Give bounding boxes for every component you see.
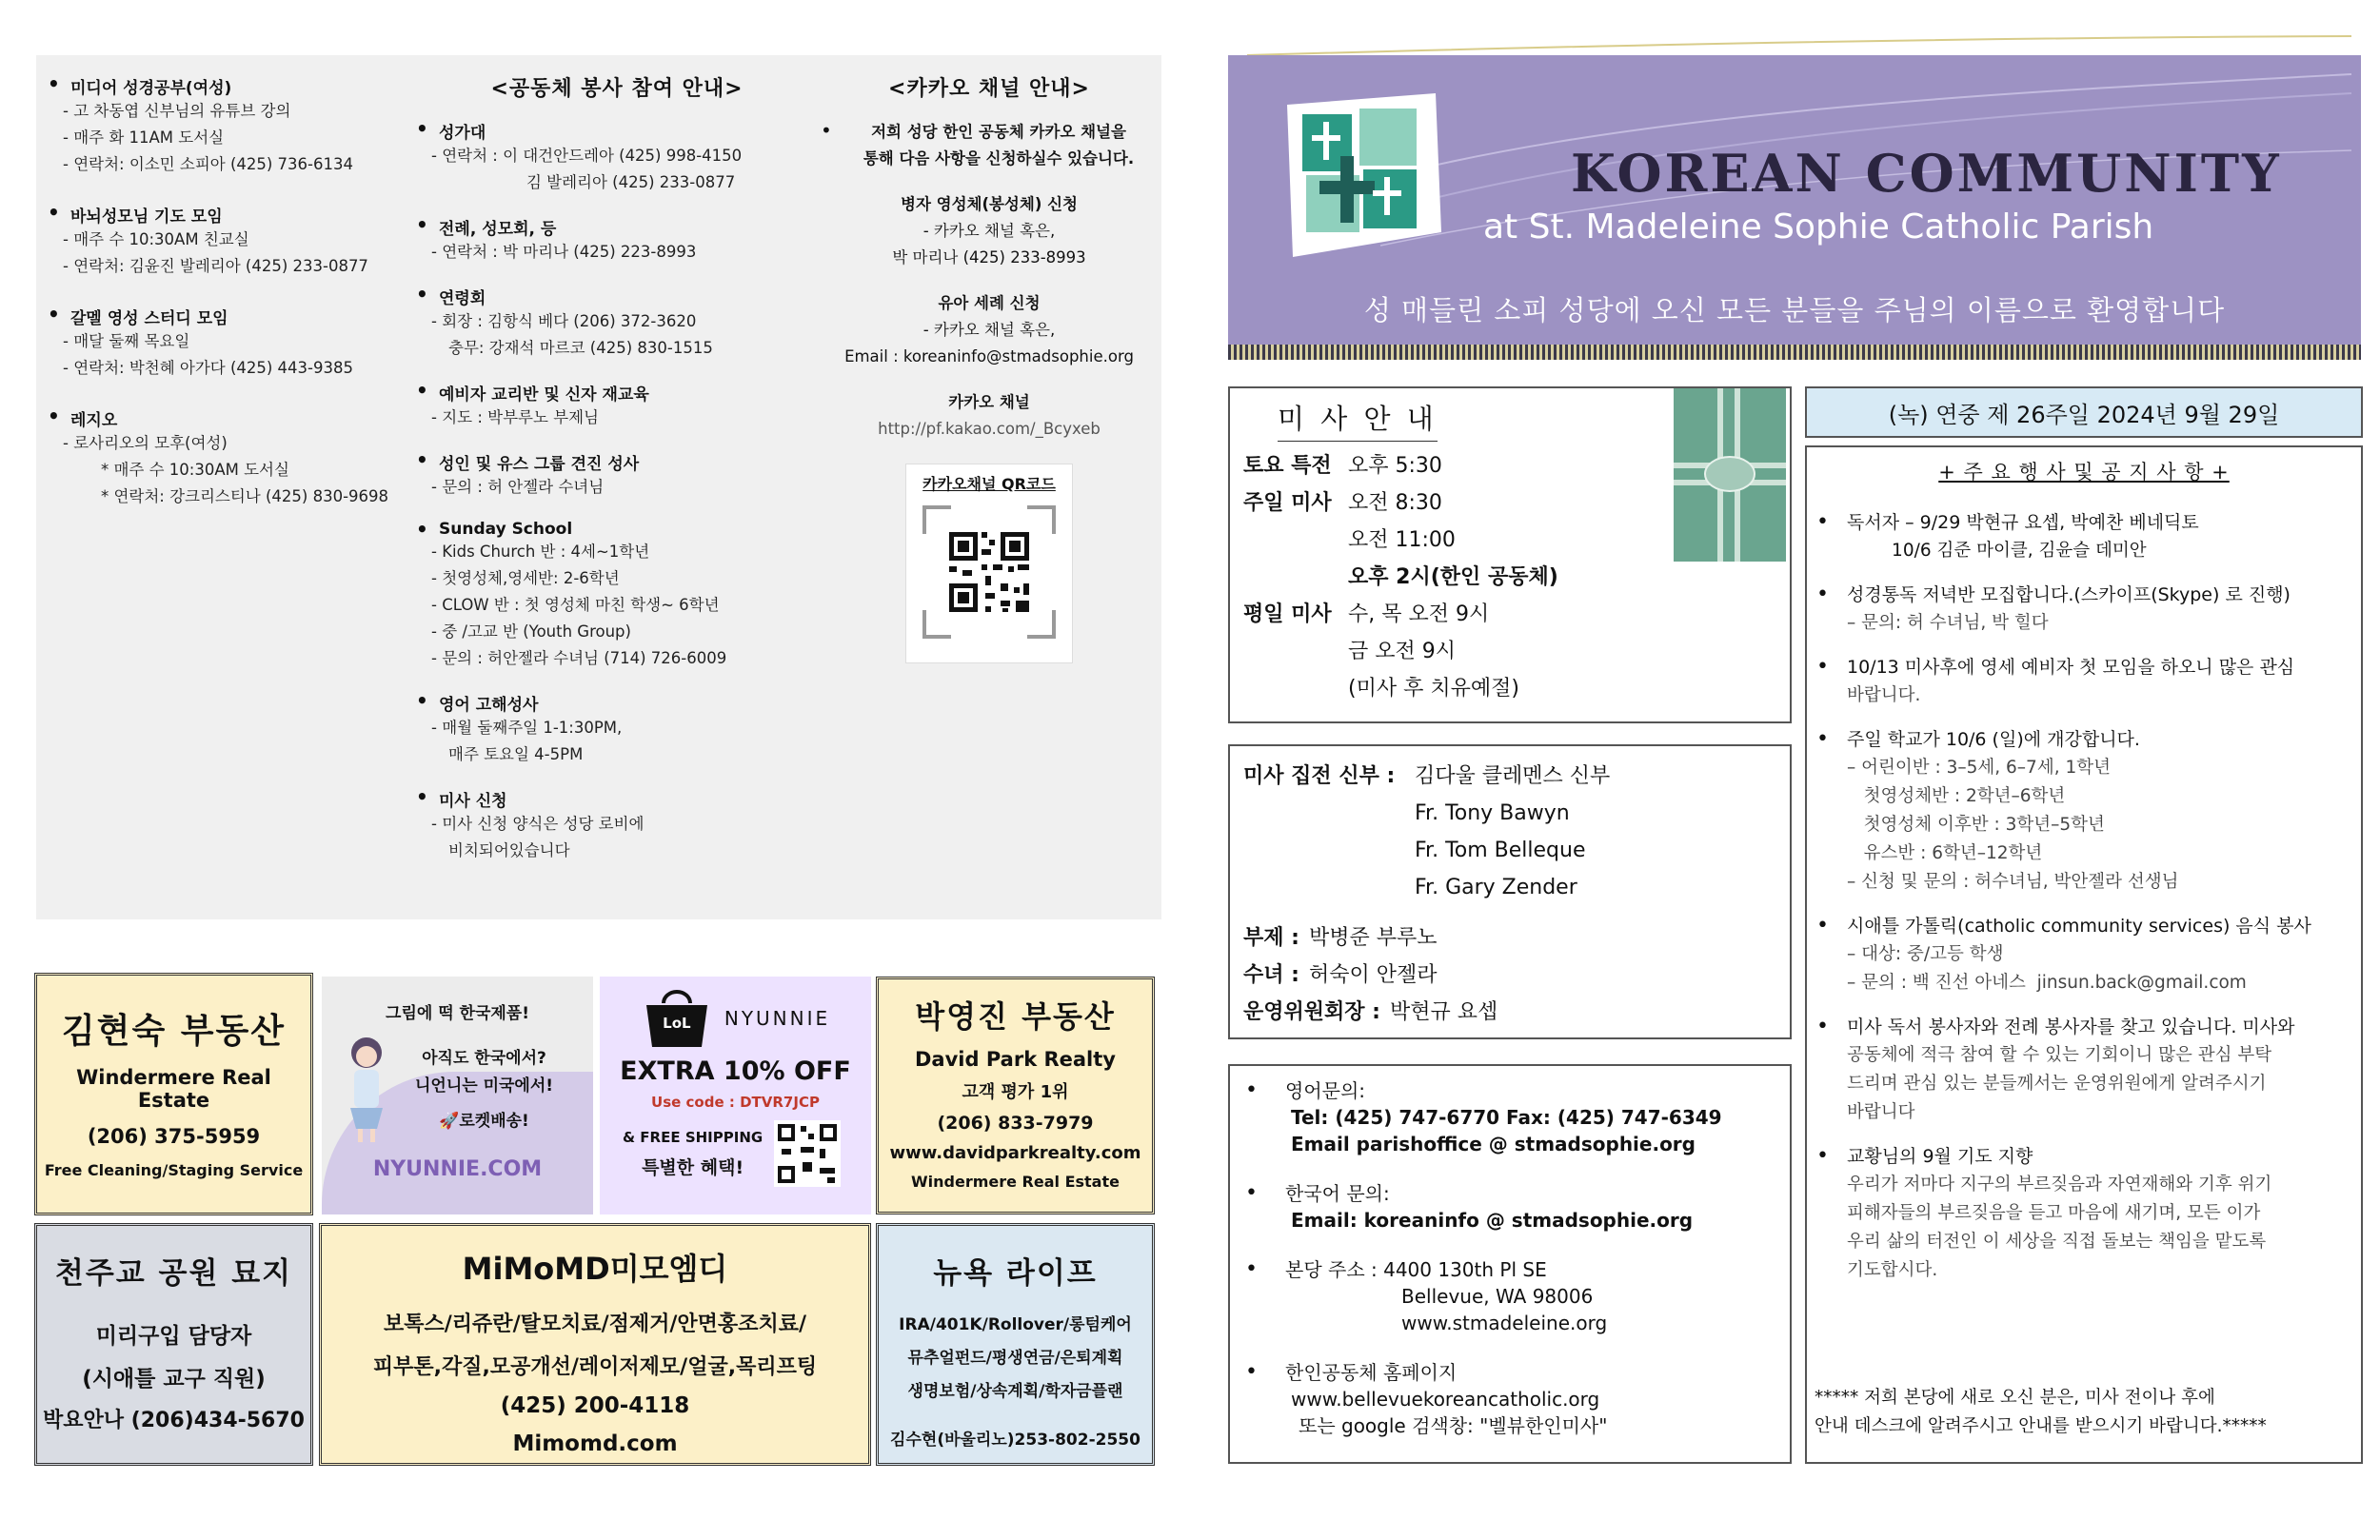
volunteer-detail: - 미사 신청 양식은 성당 로비에 xyxy=(431,815,645,833)
volunteer-title: • 예비자 교리반 및 신자 재교육 xyxy=(412,381,822,405)
notice-detail: 바랍니다. xyxy=(1847,685,1921,705)
notice-detail: 우리가 저마다 지구의 부르짖음과 자연재해와 기후 위기 xyxy=(1847,1175,2272,1194)
ad-nyunnie-1 xyxy=(322,977,593,1214)
ministry-detail: - 연락처: 박천혜 아가다 (425) 443-9385 xyxy=(63,359,353,377)
ministry-title: • 미디어 성경공부(여성) xyxy=(44,74,406,98)
notice-detail: – 대상: 중/고등 학생 xyxy=(1847,944,2004,964)
notice-item xyxy=(1807,912,2351,997)
mass-row xyxy=(1243,596,1790,633)
notice-list xyxy=(1807,508,2361,1285)
ministry-detail: - 매주 수 10:30AM 친교실 xyxy=(63,230,249,248)
banner-border-stripe xyxy=(1228,345,2361,360)
notice-detail: 유스반 : 6학년–12학년 xyxy=(1847,843,2043,863)
contact-detail: Tel: (425) 747-6770 Fax: (425) 747-6349 xyxy=(1291,1106,1722,1129)
ad-line: 미리구입 담당자 xyxy=(95,1324,252,1349)
ministry-list xyxy=(44,72,406,535)
priest-name: 김다울 클레멘스 신부 xyxy=(1415,764,1611,788)
ministry-detail: - 연락처: 김윤진 발레리아 (425) 233-0877 xyxy=(63,257,368,275)
ad-david-park-realty xyxy=(876,977,1155,1214)
contact-title: • 영어문의: xyxy=(1230,1077,1790,1104)
notice-detail: – 신청 및 문의 : 허수녀님, 박안젤라 선생님 xyxy=(1847,872,2179,892)
ad-phone: (206) 375-5959 xyxy=(87,1125,261,1148)
ministry-group xyxy=(44,203,406,280)
volunteer-detail: - 지도 : 박부루노 부제님 xyxy=(431,408,599,426)
ad-title: MiMoMD미모엠디 xyxy=(462,1251,728,1287)
notice-item xyxy=(1807,725,2351,897)
notices-title: + 주 요 행 사 및 공 지 사 항 + xyxy=(1938,461,2230,484)
welcome-message: 성 매들린 소피 성당에 오신 모든 분들을 주님의 이름으로 환영합니다 xyxy=(1363,294,2226,326)
priest-name: Fr. Tony Bawyn xyxy=(1415,801,1570,825)
notice-detail: 바랍니다 xyxy=(1847,1102,1915,1122)
ad-line: David Park Realty xyxy=(915,1048,1116,1071)
ministry-title: • 갈멜 영성 스터디 모임 xyxy=(44,305,406,328)
ad-kim-realestate xyxy=(34,973,313,1215)
volunteer-title: • Sunday School xyxy=(412,520,822,539)
ad-line: 🚀로켓배송! xyxy=(439,1112,529,1131)
notice-item xyxy=(1807,653,2351,710)
contact-detail: Email parishoffice @ stmadsophie.org xyxy=(1291,1133,1696,1155)
mass-time: 오후 5:30 xyxy=(1348,454,1442,478)
ad-code: Use code : DTVR7JCP xyxy=(651,1094,820,1111)
mass-label: 주일 미사 xyxy=(1243,491,1332,515)
notice-text: • 시애틀 가톨릭(catholic community services) 음식 봉사 xyxy=(1847,916,2311,937)
notice-detail: 드리며 관심 있는 분들께서는 운영위원에게 알려주시기 xyxy=(1847,1074,2267,1094)
kakao-block-line: Email : koreaninfo@stmadsophie.org xyxy=(844,347,1134,365)
staff-role: 운영위원회장 : xyxy=(1243,1000,1380,1024)
ad-phone: 박요안나 (206)434-5670 xyxy=(43,1409,305,1432)
volunteer-detail: 매주 토요일 4-5PM xyxy=(448,745,584,763)
notice-item xyxy=(1807,508,2351,565)
notice-detail: 피해자들의 부르짖음을 듣고 마음에 새기며, 모든 이가 xyxy=(1847,1203,2261,1223)
ad-new-york-life xyxy=(876,1223,1155,1466)
clergy-box xyxy=(1228,744,1792,1039)
ad-catholic-cemetery xyxy=(34,1223,313,1466)
contact-title: • 한인공동체 홈페이지 xyxy=(1230,1359,1790,1386)
volunteer-title: • 연령회 xyxy=(412,285,822,308)
notice-item xyxy=(1807,581,2351,638)
staff-row xyxy=(1243,919,1790,957)
notice-detail: 10/6 김준 마이클, 김윤슬 데미안 xyxy=(1847,541,2147,561)
ad-line: 보톡스/리쥬란/탈모치료/점제거/안면홍조치료/ xyxy=(384,1313,806,1336)
notice-detail: 기도합시다. xyxy=(1847,1260,1938,1280)
kakao-heading: <카카오 채널 안내> xyxy=(888,77,1090,101)
contact-group xyxy=(1230,1077,1790,1157)
contact-group xyxy=(1230,1180,1790,1234)
ad-website: www.davidparkrealty.com xyxy=(889,1143,1141,1163)
priest-name: Fr. Gary Zender xyxy=(1415,876,1577,899)
kakao-block-title: 병자 영성체(봉성체) 신청 xyxy=(901,195,1078,213)
ad-line: & FREE SHIPPING xyxy=(623,1128,764,1146)
ad-website: Mimomd.com xyxy=(512,1431,678,1456)
mass-time: 오전 8:30 xyxy=(1348,491,1442,515)
ad-line: (시애틀 교구 직원) xyxy=(82,1367,266,1392)
mass-schedule-box xyxy=(1228,386,1792,723)
volunteer-detail: - 문의 : 허 안젤라 수녀님 xyxy=(431,478,605,496)
ministry-group xyxy=(44,406,406,510)
volunteer-group xyxy=(412,520,822,672)
staff-row xyxy=(1243,957,1790,994)
mass-time: (미사 후 치유예절) xyxy=(1348,677,1519,701)
volunteer-detail: - 연락처 : 박 마리나 (425) 223-8993 xyxy=(431,243,697,261)
kakao-intro-line: 통해 다음 사항을 신청하실수 있습니다. xyxy=(863,149,1135,168)
mass-time: 오전 11:00 xyxy=(1348,528,1456,552)
notice-text: • 교황님의 9월 기도 지향 xyxy=(1847,1146,2033,1167)
ministry-detail: - 매주 화 11AM 도서실 xyxy=(63,128,225,147)
ad-phone: (425) 200-4118 xyxy=(500,1393,690,1418)
kakao-block-title: 카카오 채널 xyxy=(948,393,1030,411)
ad-line: 생명보험/상속계획/학자금플랜 xyxy=(907,1382,1123,1401)
volunteer-detail: - 첫영성체,영세반: 2-6학년 xyxy=(431,569,620,587)
volunteer-title: • 영어 고해성사 xyxy=(412,691,822,715)
notice-item xyxy=(1807,1142,2351,1285)
banner-subtitle: at St. Madeleine Sophie Catholic Parish xyxy=(1483,207,2154,247)
kakao-block-line: 박 마리나 (425) 233-8993 xyxy=(892,248,1086,267)
notice-text: • 미사 독서 봉사자와 전례 봉사자를 찾고 있습니다. 미사와 xyxy=(1847,1017,2295,1037)
ad-phone: (206) 833-7979 xyxy=(937,1113,1094,1134)
volunteer-detail: - 연락처 : 이 대건안드레아 (425) 998-4150 xyxy=(431,147,743,165)
priest-list xyxy=(1415,758,1610,906)
left-info-panel xyxy=(36,55,1161,919)
ad-line: 그림에 떡 한국제품! xyxy=(386,1004,529,1023)
kakao-block xyxy=(817,191,1161,271)
ad-mimomd xyxy=(319,1223,871,1466)
volunteer-heading: <공동체 봉사 참여 안내> xyxy=(490,77,744,101)
header-banner xyxy=(1228,55,2361,360)
ad-logo-text: LoL xyxy=(663,1015,691,1032)
contact-detail: Bellevue, WA 98006 xyxy=(1401,1285,1594,1308)
notices-box xyxy=(1805,445,2363,1464)
ad-line: 피부톤,각질,모공개선/레이저제모/얼굴,목리프팅 xyxy=(372,1355,818,1379)
banner-title: KOREAN COMMUNITY xyxy=(1571,143,2282,204)
volunteer-group xyxy=(412,450,822,501)
staff-name: 박현규 요셉 xyxy=(1389,1000,1498,1024)
volunteer-detail: - 회장 : 김항식 베다 (206) 372-3620 xyxy=(431,312,697,330)
contact-detail: www.stmadeleine.org xyxy=(1401,1312,1608,1334)
kakao-block-line: http://pf.kakao.com/_Bcyxeb xyxy=(878,420,1101,438)
mass-schedule-title: 미 사 안 내 xyxy=(1278,398,1438,442)
ad-line: Windermere Real Estate xyxy=(911,1173,1120,1191)
notices-footer xyxy=(1815,1384,2267,1441)
volunteer-detail: - CLOW 반 : 첫 영성체 마친 학생~ 6학년 xyxy=(431,596,720,614)
ad-line: Free Cleaning/Staging Service xyxy=(44,1161,304,1179)
kakao-intro xyxy=(817,119,1161,172)
ad-nyunnie-2 xyxy=(600,977,871,1214)
bullet-icon: • xyxy=(821,119,832,142)
notice-detail: 첫영성체반 : 2학년–6학년 xyxy=(1847,786,2066,806)
qr-code-icon xyxy=(922,505,1056,639)
notice-text: • 성경통독 저녁반 모집합니다.(스카이프(Skype) 로 진행) xyxy=(1847,584,2291,605)
ministry-detail: * 매주 수 10:30AM 도서실 xyxy=(101,461,289,479)
volunteer-group xyxy=(412,119,822,196)
ad-line: 니언니는 미국에서! xyxy=(414,1076,554,1096)
ad-title: 김현숙 부동산 xyxy=(61,1012,287,1051)
mass-label xyxy=(1243,522,1348,559)
volunteer-list xyxy=(412,119,822,864)
parish-cross-logo-icon xyxy=(1283,89,1445,261)
volunteer-group xyxy=(412,285,822,362)
notice-detail: 공동체에 적극 참여 할 수 있는 기회이니 많은 관심 부탁 xyxy=(1847,1045,2272,1065)
ad-line: 고객 평가 1위 xyxy=(962,1082,1069,1102)
staff-name: 허숙이 안젤라 xyxy=(1308,963,1438,987)
staff-role: 부제 : xyxy=(1243,926,1299,950)
kakao-intro-line: 저희 성당 한인 공동체 카카오 채널을 xyxy=(871,123,1126,141)
kakao-block-line: - 카카오 채널 혹은, xyxy=(922,321,1056,339)
clergy-label: 미사 집전 신부 : xyxy=(1243,764,1396,788)
notice-text: • 독서자 – 9/29 박현규 요셉, 박예찬 베네딕토 xyxy=(1847,512,2199,533)
mass-time: 오후 2시(한인 공동체) xyxy=(1348,565,1558,589)
mass-label: 평일 미사 xyxy=(1243,602,1332,626)
ad-discount: EXTRA 10% OFF xyxy=(620,1056,851,1086)
mass-row xyxy=(1243,670,1790,707)
contact-detail: www.bellevuekoreancatholic.org xyxy=(1291,1388,1600,1411)
notice-text: • 주일 학교가 10/6 (일)에 개강합니다. xyxy=(1847,729,2140,750)
contact-detail: 또는 google 검색창: "벨뷰한인미사" xyxy=(1299,1414,1608,1437)
header-swoosh xyxy=(1228,29,2361,57)
kakao-block-line: - 카카오 채널 혹은, xyxy=(922,222,1056,240)
mass-label xyxy=(1243,670,1348,707)
ad-website: NYUNNIE.COM xyxy=(372,1157,543,1181)
contact-list xyxy=(1230,1077,1790,1439)
ad-line: 아직도 한국에서? xyxy=(422,1049,546,1068)
ministry-detail: * 연락처: 강크리스티나 (425) 830-9698 xyxy=(101,487,389,505)
kakao-block xyxy=(817,290,1161,370)
volunteer-title: • 전례, 성모회, 등 xyxy=(412,215,822,239)
qr-card xyxy=(905,464,1073,663)
mass-row xyxy=(1243,633,1790,670)
ad-line: 뮤추얼펀드/평생연금/은퇴계획 xyxy=(907,1349,1123,1368)
contact-group xyxy=(1230,1359,1790,1439)
mass-time: 금 오전 9시 xyxy=(1348,640,1456,663)
ministry-title: • 바뇌성모님 기도 모임 xyxy=(44,203,406,227)
kakao-content xyxy=(817,119,1161,443)
ad-line: 특별한 혜택! xyxy=(642,1156,744,1178)
ministry-title: • 레지오 xyxy=(44,406,406,430)
ministry-detail: - 고 차동엽 신부님의 유튜브 강의 xyxy=(63,102,291,120)
ad-title: 박영진 부동산 xyxy=(915,998,1116,1035)
priest-name: Fr. Tom Belleque xyxy=(1415,839,1586,862)
ministry-group xyxy=(44,305,406,382)
mass-row xyxy=(1243,559,1790,596)
mass-label: 토요 특전 xyxy=(1243,454,1332,478)
notice-detail: – 문의: 허 수녀님, 박 힐다 xyxy=(1847,613,2049,633)
volunteer-detail: - Kids Church 반 : 4세~1학년 xyxy=(431,543,650,561)
volunteer-group xyxy=(412,215,822,266)
footer-line: 안내 데스크에 알려주시고 안내를 받으시기 바랍니다.***** xyxy=(1815,1416,2267,1436)
ad-line: Windermere Real Estate xyxy=(76,1066,271,1112)
notice-text: • 10/13 미사후에 영세 예비자 첫 모임을 하오니 많은 관심 xyxy=(1847,657,2295,678)
volunteer-detail: 김 발레리아 (425) 233-0877 xyxy=(526,173,736,191)
contact-title: • 본당 주소 : 4400 130th Pl SE xyxy=(1230,1256,1790,1283)
kakao-section xyxy=(817,72,1161,663)
notice-detail: 첫영성체 이후반 : 3학년–5학년 xyxy=(1847,815,2105,835)
volunteer-group xyxy=(412,691,822,768)
contact-box xyxy=(1228,1064,1792,1464)
volunteer-detail: 충무: 강재석 마르코 (425) 830-1515 xyxy=(448,339,713,357)
volunteer-detail: 비치되어있습니다 xyxy=(448,841,570,859)
kakao-block-title: 유아 세례 신청 xyxy=(938,294,1041,312)
notice-detail: – 어린이반 : 3–5세, 6–7세, 1학년 xyxy=(1847,758,2111,778)
volunteer-title: • 미사 신청 xyxy=(412,787,822,811)
ad-brand: NYUNNIE xyxy=(724,1007,831,1030)
notice-detail: 우리 삶의 터전인 이 세상을 직접 돌보는 책임을 맡도록 xyxy=(1847,1232,2267,1252)
contact-detail: Email: koreaninfo @ stmadsophie.org xyxy=(1291,1209,1694,1232)
volunteer-detail: - 중 /고교 반 (Youth Group) xyxy=(431,622,631,641)
volunteer-detail: - 매월 둘째주일 1-1:30PM, xyxy=(431,719,623,737)
volunteer-title: • 성가대 xyxy=(412,119,822,143)
ministry-detail: - 연락처: 이소민 소피아 (425) 736-6134 xyxy=(63,155,353,173)
contact-title: • 한국어 문의: xyxy=(1230,1180,1790,1207)
shopping-bag-icon xyxy=(641,988,713,1049)
staff-row xyxy=(1243,994,1790,1031)
volunteer-detail: - 문의 : 허안젤라 수녀님 (714) 726-6009 xyxy=(431,649,727,667)
liturgical-date: (녹) 연중 제 26주일 2024년 9월 29일 xyxy=(1805,386,2363,438)
ministry-detail: - 매달 둘째 목요일 xyxy=(63,332,190,350)
volunteer-group xyxy=(412,381,822,431)
ministry-detail: - 로사리오의 모후(여성) xyxy=(63,434,228,452)
contact-group xyxy=(1230,1256,1790,1336)
notice-item xyxy=(1807,1013,2351,1127)
ministry-group xyxy=(44,74,406,178)
staff-role: 수녀 : xyxy=(1243,963,1299,987)
cross-ornament-icon xyxy=(1674,388,1786,562)
ad-title: 뉴욕 라이프 xyxy=(933,1256,1098,1291)
mass-time: 수, 목 오전 9시 xyxy=(1348,602,1490,626)
staff-name: 박병준 부루노 xyxy=(1308,926,1438,950)
ad-title: 천주교 공원 묘지 xyxy=(54,1256,293,1291)
kakao-block xyxy=(817,389,1161,443)
qr-code-icon xyxy=(774,1120,841,1187)
ad-line: IRA/401K/Rollover/롱텀케어 xyxy=(899,1315,1132,1334)
footer-line: ***** 저희 본당에 새로 오신 분은, 미사 전이나 후에 xyxy=(1815,1388,2215,1408)
staff-list xyxy=(1243,919,1790,1031)
mass-label xyxy=(1243,559,1348,596)
volunteer-section xyxy=(412,72,822,883)
volunteer-group xyxy=(412,787,822,864)
ad-phone: 김수현(바울리노)253-802-2550 xyxy=(890,1431,1140,1450)
notice-detail: – 문의 : 백 진선 아네스 jinsun.back@gmail.com xyxy=(1847,973,2247,993)
volunteer-title: • 성인 및 유스 그룹 견진 성사 xyxy=(412,450,822,474)
mass-label xyxy=(1243,633,1348,670)
qr-label: 카카오채널 QR코드 xyxy=(922,475,1056,493)
